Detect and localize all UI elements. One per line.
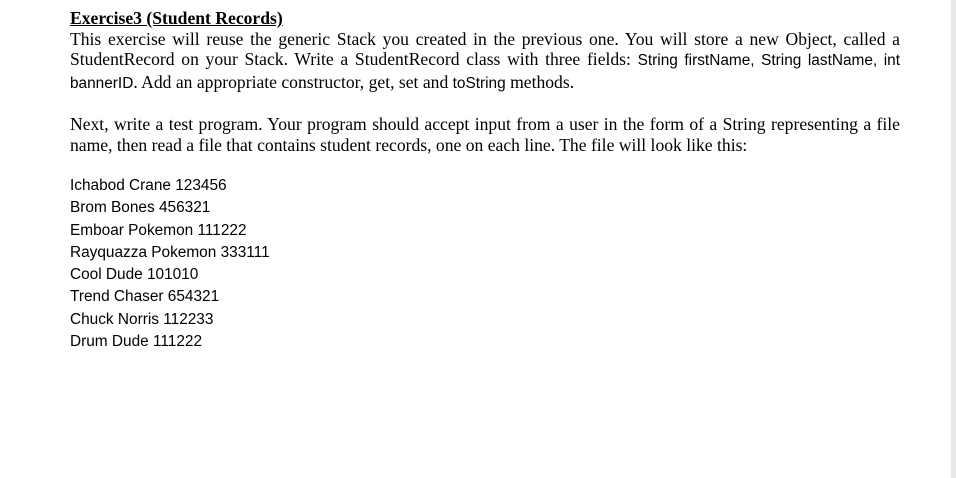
list-item: Emboar Pokemon 111222 <box>70 221 247 239</box>
page-edge-divider <box>951 0 956 478</box>
paragraph-instructions-text-c: methods. <box>505 71 575 92</box>
tostring-code: toString <box>452 74 506 92</box>
list-item: Ichabod Crane 123456 <box>70 177 227 194</box>
paragraph-instructions <box>70 29 900 95</box>
document-content <box>70 8 900 353</box>
list-item: Chuck Norris 112233 <box>70 310 214 328</box>
exercise-title: Exercise3 (Student Records) <box>70 8 283 28</box>
list-item: Drum Dude 111222 <box>70 333 203 351</box>
paragraph-test-program: Next, write a test program. Your program should accept input from a user in the form of a String representing a file name, then read a file that contains student records, one on each line. The file will look like this: <box>70 114 900 155</box>
list-item: Brom Bones 456321 <box>70 199 211 217</box>
list-item: Cool Dude 101010 <box>70 266 199 284</box>
list-item: Trend Chaser 654321 <box>70 288 220 306</box>
list-item: Rayquazza Pokemon 333111 <box>70 243 270 261</box>
student-records-list <box>70 175 900 353</box>
field-list-code: String firstName, String lastName, int bannerID <box>70 52 901 92</box>
paragraph-instructions-text-a: This exercise will reuse the generic Stack you created in the previous one. You will store a new Object, called a StudentRecord on your Stack. Write a StudentRecord class with three fields: <box>70 28 900 69</box>
paragraph-instructions-text-b: . Add an appropriate constructor, get, set and <box>133 71 453 92</box>
